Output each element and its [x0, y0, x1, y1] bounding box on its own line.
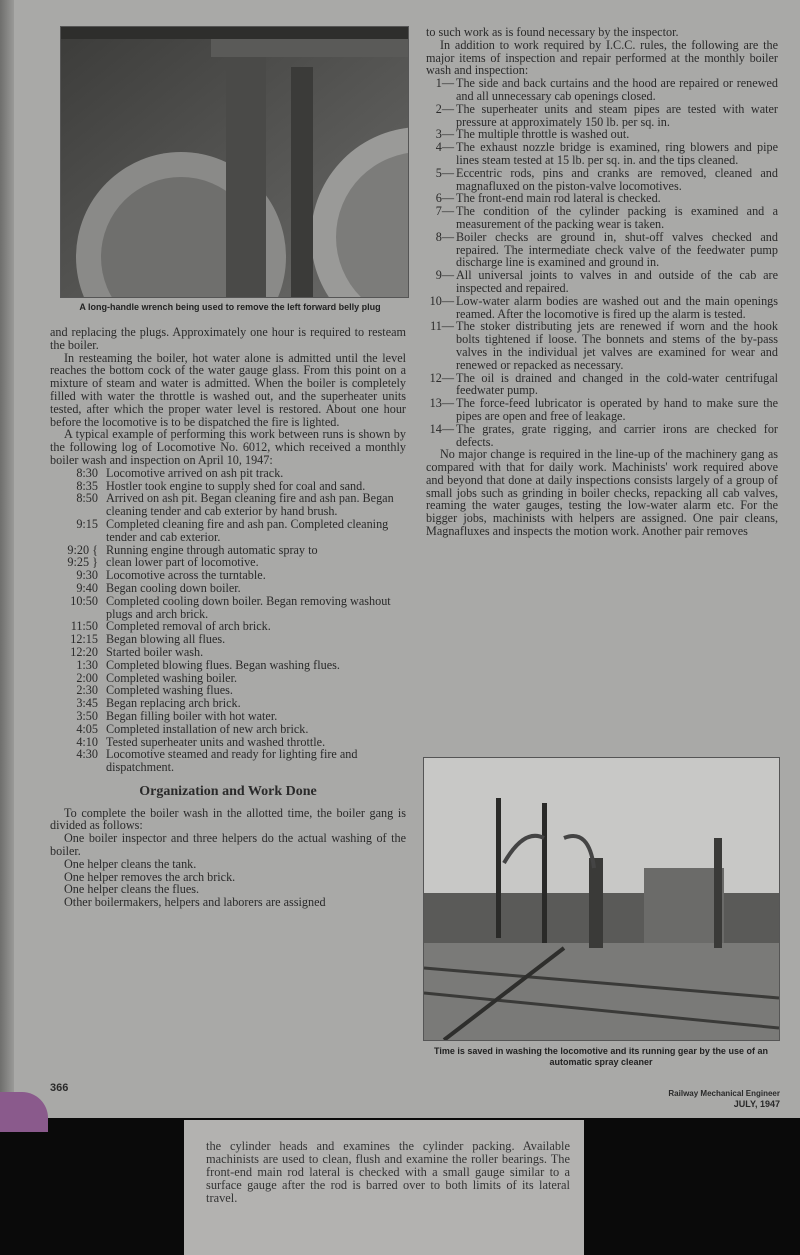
photo-spray-cleaner — [423, 757, 780, 1041]
inspection-item — [426, 205, 778, 231]
log-time: 9:40 — [76, 580, 98, 595]
photo-spray-cleaner-image — [424, 758, 779, 1040]
log-time: 8:30 — [76, 465, 98, 480]
photo1-caption: A long-handle wrench being used to remove the left forward belly plug — [79, 302, 381, 312]
item-text: Eccentric rods, pins and cranks are removed, cleaned and magnafluxed on the piston-valve locomotives. — [456, 165, 778, 193]
log-time: 8:35 — [76, 478, 98, 493]
paragraph: and replacing the plugs. Approximately one hour is required to resteam the boiler. — [50, 325, 406, 352]
log-text: Tested superheater units and washed throttle. — [106, 734, 326, 749]
log-time: 9:25 } — [67, 555, 98, 570]
inspection-item — [426, 372, 778, 398]
log-entry — [50, 710, 406, 723]
page-number: 366 — [50, 1082, 69, 1094]
log-text: Locomotive across the turntable. — [106, 568, 266, 583]
paragraph: To complete the boiler wash in the allotted time, the boiler gang is divided as follows: — [50, 805, 406, 833]
log-text: Began replacing arch brick. — [106, 696, 241, 711]
log-text: Completed washing boiler. — [106, 670, 237, 685]
item-text: The grates, grate rigging, and carrier irons are checked for defects. — [456, 421, 778, 449]
item-number: 10— — [429, 293, 454, 308]
item-text: The side and back curtains and the hood are repaired or renewed and all unnecessary cab openings closed. — [456, 76, 778, 103]
log-text: Completed installation of new arch brick. — [106, 721, 309, 736]
item-text: The front-end main rod lateral is checked. — [456, 191, 661, 206]
log-time: 12:20 — [70, 644, 98, 659]
item-number: 1— — [435, 76, 454, 91]
photo2-caption: Time is saved in washing the locomotive and its running gear by the use of an automatic spray cleaner — [434, 1046, 768, 1067]
item-number: 7— — [435, 204, 454, 219]
log-text: Completed blowing flues. Began washing flues. — [106, 657, 340, 672]
inspection-item — [426, 269, 778, 295]
gang-assignment: One helper cleans the flues. — [64, 882, 200, 897]
log-time: 3:50 — [76, 708, 98, 723]
log-entry — [50, 620, 406, 633]
log-text: Completed removal of arch brick. — [106, 619, 271, 634]
gang-assignment: Other boilermakers, helpers and laborers are assigned — [64, 895, 326, 910]
inspection-item — [426, 77, 778, 103]
paragraph: the cylinder heads and examines the cylinder packing. Available machinists are used to clean, flush and examine the roller bearings. The front-end main rod lateral is checked with a small gauge similar to a surface gauge after the rod is barred over to both limits of its lateral travel. — [206, 1139, 570, 1205]
inspection-item — [426, 295, 778, 321]
item-number: 4— — [435, 140, 454, 155]
paragraph: In resteaming the boiler, hot water alone is admitted until the level reaches the bottom cock of the water gauge glass. From this point on a mixture of steam and water is admitted. When the boiler is completely filled with water the throttle is washed out, and the superheater units tested, after which the proper water level is restored. About one hour before the locomotive is to be dispatched the fire is lighted. — [50, 350, 406, 429]
inspection-item — [426, 103, 778, 129]
item-text: The force-feed lubricator is operated by hand to make sure the pipes are open and free of leakage. — [456, 396, 778, 423]
inspection-items-list — [426, 77, 778, 448]
item-text: Low-water alarm bodies are washed out and the main openings reamed. After the locomotive is fired up the alarm is tested. — [456, 293, 778, 321]
locomotive-log — [50, 467, 406, 774]
log-time: 9:30 — [76, 568, 98, 583]
left-column — [50, 326, 406, 909]
photo-belly-plug-wrench — [60, 26, 409, 298]
paragraph: In addition to work required by I.C.C. rules, the following are the major items of inspection and repair performed at the monthly boiler wash and inspection: — [426, 37, 778, 78]
section-heading: Organization and Work Done — [139, 783, 317, 799]
item-number: 8— — [435, 229, 454, 244]
log-text: Completed washing flues. — [106, 683, 233, 698]
log-entry — [50, 659, 406, 672]
log-text: Arrived on ash pit. Began cleaning fire and ash pan. Began cleaning tender and cab exterior by hand brush. — [106, 491, 394, 519]
item-number: 2— — [435, 101, 454, 116]
log-entry — [50, 518, 406, 544]
item-text: All universal joints to valves in and outside of the cab are inspected and repaired. — [456, 268, 778, 295]
issue-date: JULY, 1947 — [733, 1099, 780, 1109]
inspection-item — [426, 397, 778, 423]
item-number: 13— — [429, 396, 454, 411]
log-time: 12:15 — [70, 632, 98, 647]
log-time: 8:50 — [76, 491, 98, 506]
log-entry — [50, 748, 406, 774]
log-text: Began blowing all flues. — [106, 632, 226, 647]
log-time: 1:30 — [76, 657, 98, 672]
item-number: 5— — [435, 165, 454, 180]
inspection-item — [426, 167, 778, 193]
log-time: 10:50 — [70, 593, 98, 608]
log-entry — [50, 697, 406, 710]
running-footer — [668, 1089, 780, 1109]
log-entry — [50, 633, 406, 646]
log-text: Completed cooling down boiler. Began removing washout plugs and arch brick. — [106, 593, 391, 621]
log-text: Began cooling down boiler. — [106, 580, 241, 595]
log-time: 4:05 — [76, 721, 98, 736]
log-text: Completed cleaning fire and ash pan. Completed cleaning tender and cab exterior. — [106, 516, 389, 544]
inspection-item — [426, 423, 778, 449]
item-number: 11— — [430, 319, 454, 334]
log-text: Began filling boiler with hot water. — [106, 708, 278, 723]
log-time: 4:10 — [76, 734, 98, 749]
inspection-item — [426, 320, 778, 371]
log-time: 4:30 — [76, 747, 98, 762]
item-text: The condition of the cylinder packing is examined and a measurement of the packing wear is taken. — [456, 204, 778, 231]
log-time: 2:30 — [76, 683, 98, 698]
log-time: 9:20 { — [67, 542, 98, 557]
log-time: 2:00 — [76, 670, 98, 685]
log-text: Started boiler wash. — [106, 644, 204, 659]
page-binding-edge — [0, 0, 14, 1118]
log-entry — [50, 595, 406, 621]
item-text: The stoker distributing jets are renewed if worn and the hook bolts tightened if loose. The bonnets and stems of the by-pass valves in the individual jet valves are examined for wear and renewed or repacked as necessary. — [456, 319, 778, 372]
item-text: Boiler checks are ground in, shut-off valves checked and repaired. The intermediate check valve of the feedwater pump discharge line is examined and ground in. — [456, 229, 778, 270]
continued-text-excerpt — [184, 1120, 584, 1255]
boiler-gang-list — [50, 832, 406, 909]
item-number: 6— — [435, 191, 454, 206]
log-entry — [50, 723, 406, 736]
log-time: 11:50 — [70, 619, 98, 634]
item-text: The multiple throttle is washed out. — [456, 127, 630, 142]
log-entry — [50, 467, 406, 480]
gang-assignment: One helper removes the arch brick. — [64, 869, 236, 884]
right-column — [426, 26, 778, 538]
paragraph: to such work as is found necessary by the inspector. — [426, 25, 679, 39]
item-number: 14— — [429, 421, 454, 436]
item-text: The superheater units and steam pipes are tested with water pressure at approximately 150 lb. per sq. in. — [456, 101, 778, 129]
log-entry — [50, 492, 406, 518]
log-text: Locomotive arrived on ash pit track. — [106, 465, 284, 480]
excerpt-text — [206, 1140, 570, 1205]
log-text: clean lower part of locomotive. — [106, 555, 259, 570]
item-text: The exhaust nozzle bridge is examined, ring blowers and pipe lines steam tested at 15 lb. per sq. in. and the tips cleaned. — [456, 140, 778, 167]
gang-assignment: One helper cleans the tank. — [64, 856, 197, 871]
inspection-item — [426, 141, 778, 167]
log-entry — [50, 582, 406, 595]
paragraph: No major change is required in the line-up of the machinery gang as compared with that for daily work. Machinists' work required above and beyond that done at daily inspections consists largely of a group of small jobs such as grinding in boiler checks, repacking all cab valves, reaming the water gauges, testing the low-water alarm etc. For the bigger jobs, machinists with helpers are assigned. One pair cleans, Magnafluxes and inspects the motion work. Another pair removes — [426, 447, 778, 539]
item-number: 3— — [435, 127, 454, 142]
log-time: 9:15 — [76, 516, 98, 531]
paragraph: A typical example of performing this work between runs is shown by the following log of Locomotive No. 6012, which received a monthly boiler wash and inspection on April 10, 1947: — [50, 427, 406, 467]
magazine-name: Railway Mechanical Engineer — [668, 1089, 780, 1098]
log-text: Locomotive steamed and ready for lighting fire and dispatchment. — [106, 747, 358, 775]
log-text: Hostler took engine to supply shed for coal and sand. — [106, 478, 366, 493]
gang-assignment: One boiler inspector and three helpers do the actual washing of the boiler. — [50, 831, 406, 859]
log-entry — [50, 646, 406, 659]
log-text: Running engine through automatic spray to — [106, 542, 318, 557]
photo-belly-plug-wrench-image — [61, 27, 408, 297]
item-text: The oil is drained and changed in the cold-water centrifugal feedwater pump. — [456, 370, 778, 398]
inspection-item — [426, 231, 778, 269]
log-time: 3:45 — [76, 696, 98, 711]
item-number: 9— — [435, 268, 454, 283]
item-number: 12— — [429, 370, 454, 385]
